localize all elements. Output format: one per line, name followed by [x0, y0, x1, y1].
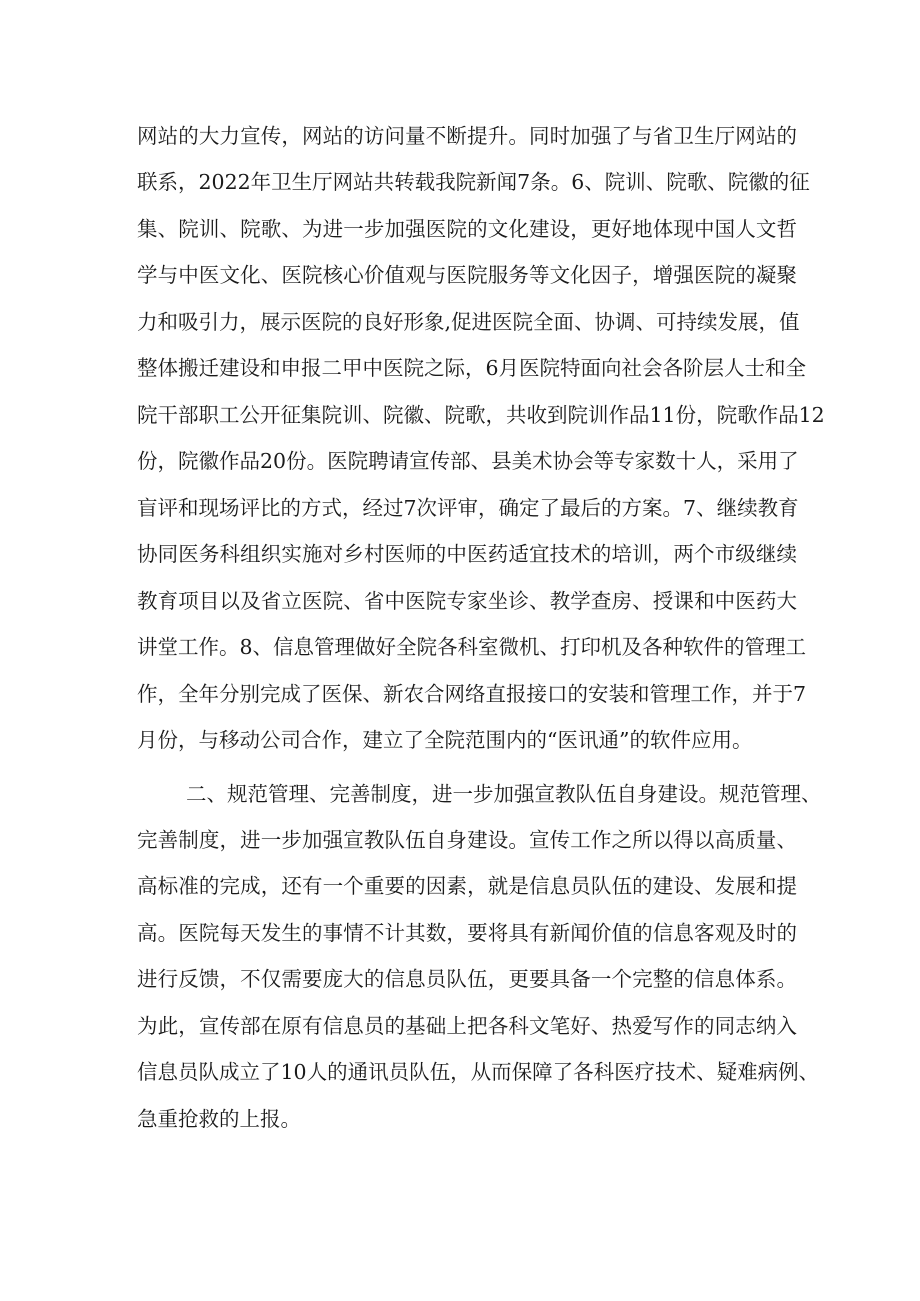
- text-line: 讲堂工作。8、信息管理做好全院各科室微机、打印机及各种软件的管理工: [137, 635, 807, 659]
- text-line: 力和吸引力，展示医院的良好形象,促进医院全面、协调、可持续发展，值: [137, 310, 800, 334]
- text-line: 完善制度，进一步加强宣教队伍自身建设。宣传工作之所以得以高质量、: [137, 828, 797, 852]
- text-line: 作，全年分别完成了医保、新农合网络直报接口的安装和管理工作，并于7: [137, 682, 807, 706]
- text-line: 网站的大力宣传，网站的访问量不断提升。同时加强了与省卫生厅网站的: [137, 124, 797, 148]
- text-line: 高。医院每天发生的事情不计其数，要将具有新闻价值的信息客观及时的: [137, 921, 797, 945]
- text-line: 急重抢救的上报。: [137, 1107, 301, 1131]
- text-line: 院干部职工公开征集院训、院徽、院歌，共收到院训作品11份，院歌作品12: [137, 403, 825, 427]
- text-line: 月份，与移动公司合作，建立了全院范围内的“医讯通”的软件应用。: [137, 728, 753, 752]
- text-line: 整体搬迁建设和申报二甲中医院之际，6月医院特面向社会各阶层人士和全: [137, 356, 807, 380]
- text-line: 二、规范管理、完善制度，进一步加强宣教队伍自身建设。规范管理、: [186, 782, 822, 806]
- text-line: 联系，2022年卫生厅网站共转载我院新闻7条。6、院训、院歌、院徽的征: [137, 170, 810, 194]
- text-line: 盲评和现场评比的方式，经过7次评审，确定了最后的方案。7、继续教育: [137, 496, 799, 520]
- text-line: 高标准的完成，还有一个重要的因素，就是信息员队伍的建设、发展和提: [137, 874, 797, 898]
- text-line: 教育项目以及省立医院、省中医院专家坐诊、教学查房、授课和中医药大: [137, 589, 797, 613]
- text-line: 集、院训、院歌、为进一步加强医院的文化建设，更好地体现中国人文哲: [137, 217, 797, 241]
- text-line: 学与中医文化、医院核心价值观与医院服务等文化因子，增强医院的凝聚: [137, 263, 797, 287]
- text-line: 份，院徽作品20份。医院聘请宣传部、县美术协会等专家数十人，采用了: [137, 449, 799, 473]
- text-line: 协同医务科组织实施对乡村医师的中医药适宜技术的培训，两个市级继续: [137, 542, 797, 566]
- text-line: 进行反馈，不仅需要庞大的信息员队伍，更要具备一个完整的信息体系。: [137, 967, 797, 991]
- text-line: 信息员队成立了10人的通讯员队伍，从而保障了各科医疗技术、疑难病例、: [137, 1060, 820, 1084]
- text-line: 为此，宣传部在原有信息员的基础上把各科文笔好、热爱写作的同志纳入: [137, 1014, 797, 1038]
